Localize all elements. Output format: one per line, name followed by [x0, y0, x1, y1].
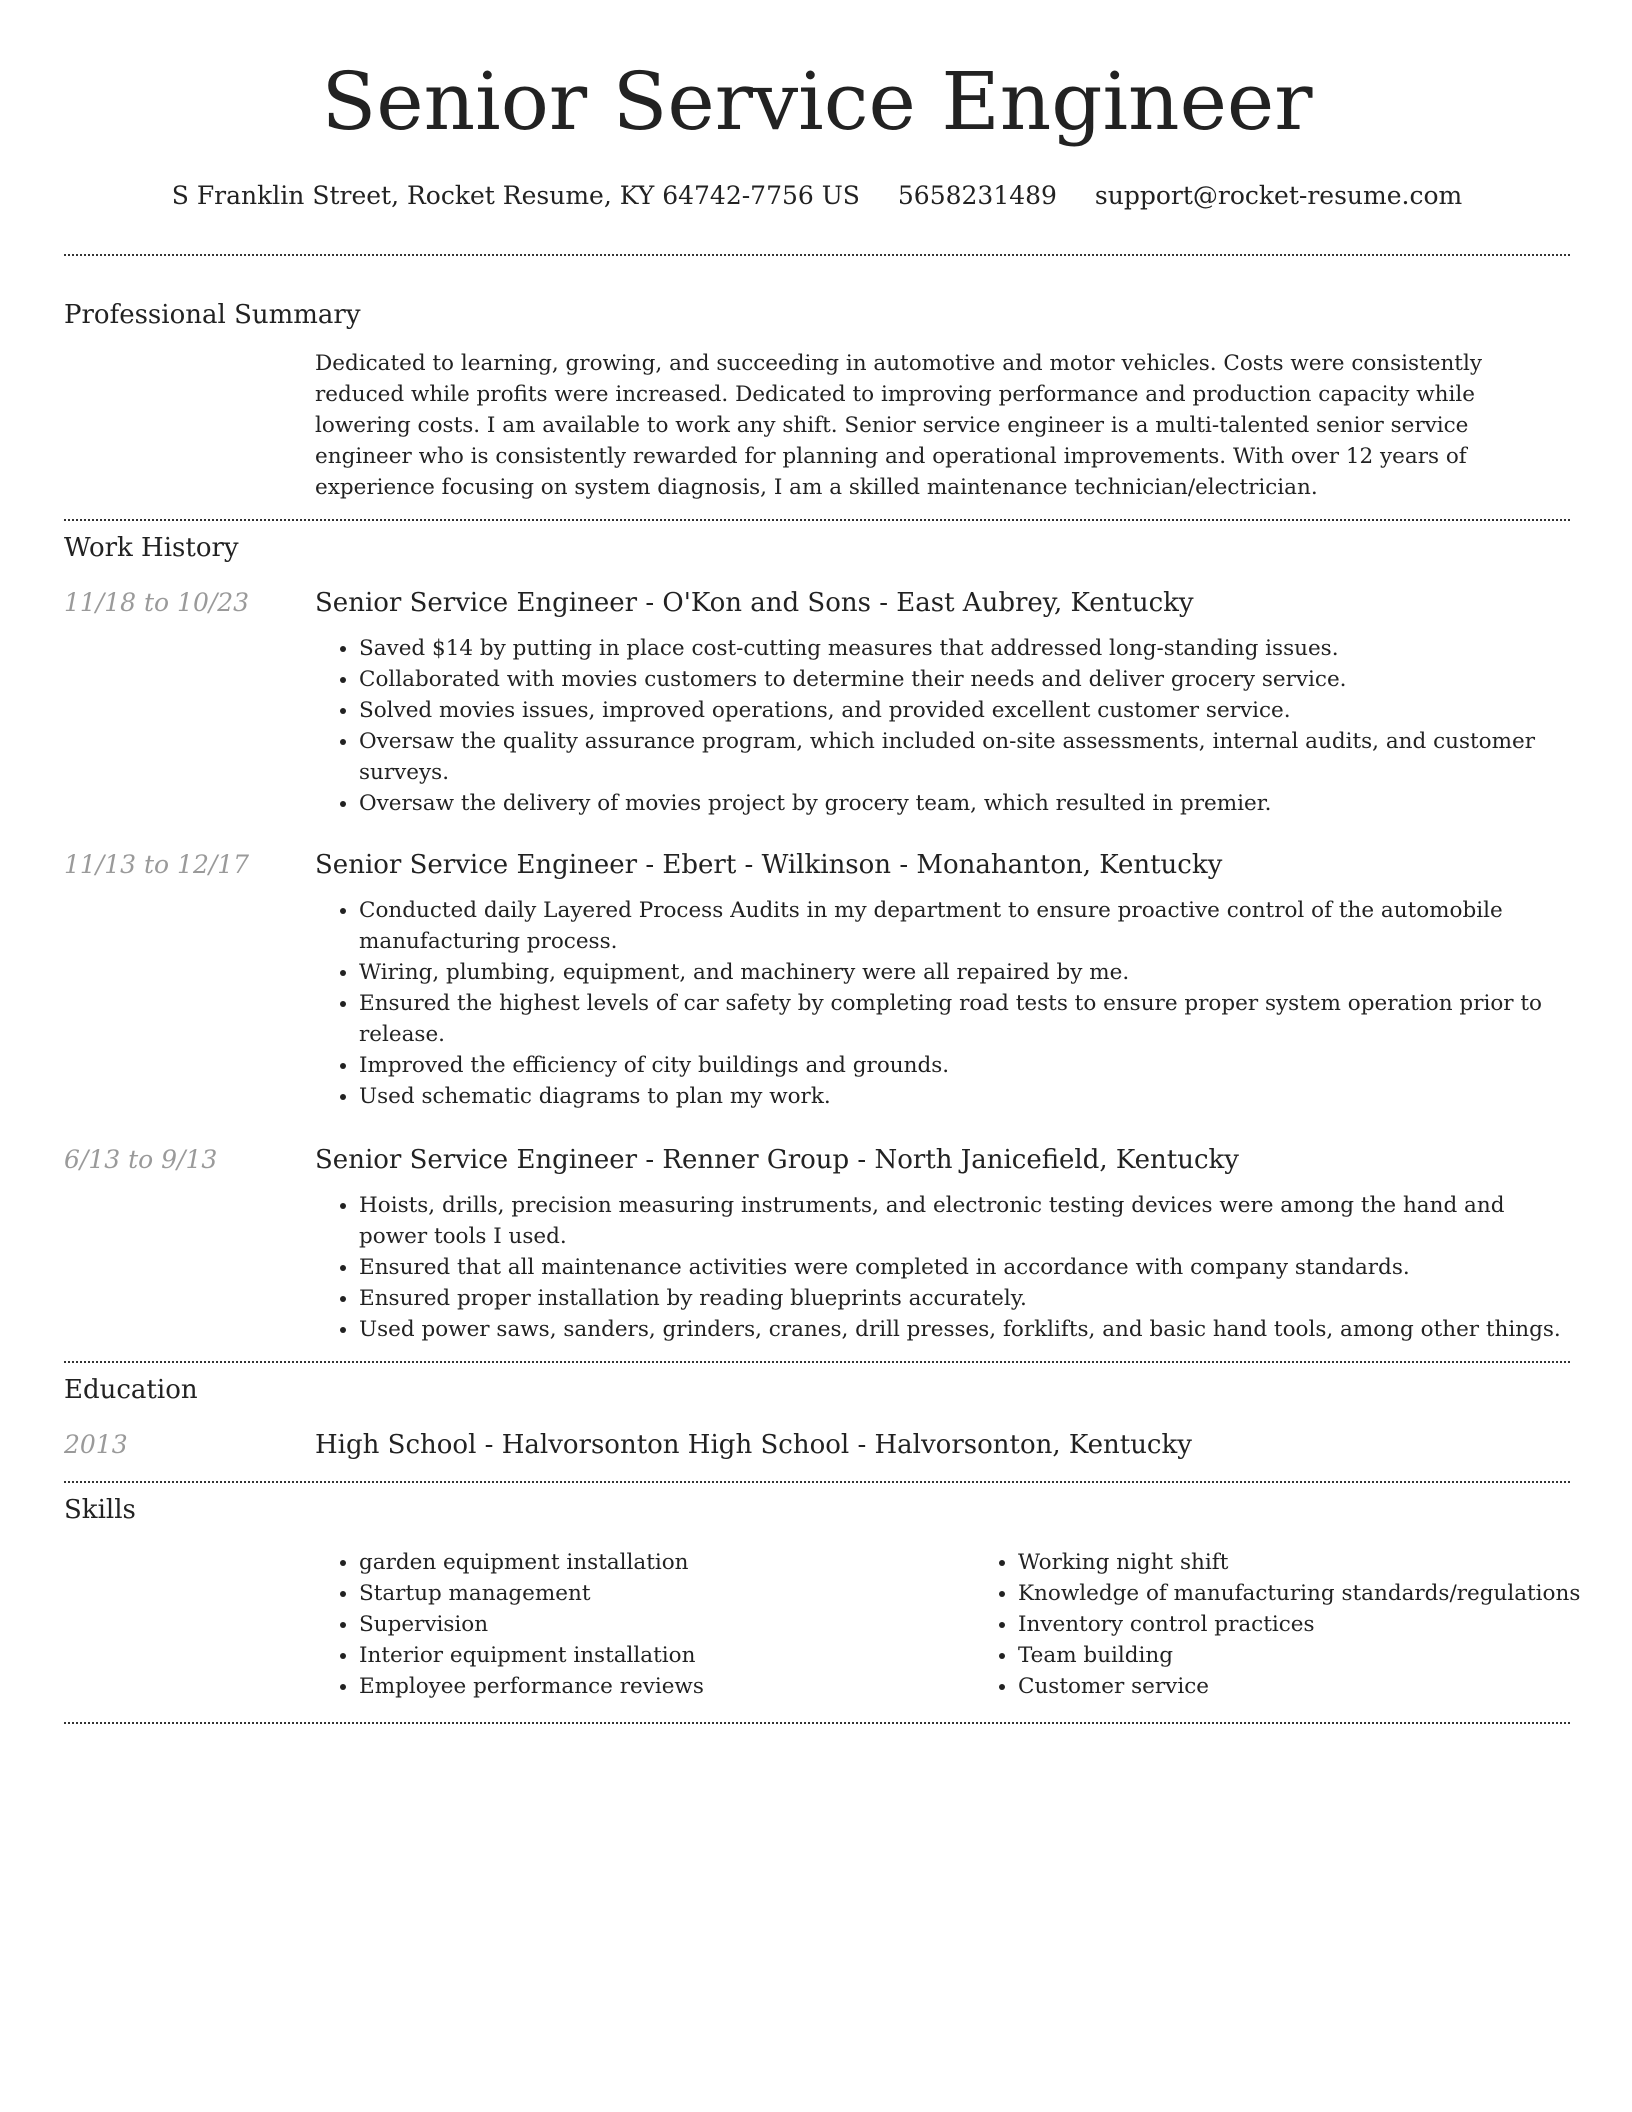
job-dates: 6/13 to 9/13: [64, 1145, 218, 1174]
education-heading: High School - Halvorsonton High School - Halvorsonton, Kentucky: [315, 1430, 1192, 1460]
list-item: • Wiring, plumbing, equipment, and machinery were all repaired by me.: [359, 957, 1570, 988]
job-dates: 11/18 to 10/23: [64, 588, 250, 617]
resume-page: [64, 0, 1581, 1724]
list-item: • Inventory control practices: [1018, 1609, 1632, 1640]
job-entry: [64, 587, 1570, 819]
list-item: • Collaborated with movies customers to determine their needs and deliver grocery service.: [359, 664, 1570, 695]
list-item: • Interior equipment installation: [359, 1640, 974, 1671]
section-title-summary: Professional Summary: [64, 300, 361, 330]
contact-phone: 5658231489: [897, 181, 1057, 210]
section-title-education: Education: [64, 1375, 198, 1405]
list-item: • Startup management: [359, 1578, 974, 1609]
job-bullets: [315, 1190, 1570, 1345]
divider: [64, 519, 1570, 521]
list-item: • Oversaw the delivery of movies project by grocery team, which resulted in premier.: [359, 788, 1570, 819]
list-item: • Solved movies issues, improved operations, and provided excellent customer service.: [359, 695, 1570, 726]
list-item: • Hoists, drills, precision measuring instruments, and electronic testing devices were among the hand and power tools I used.: [359, 1190, 1570, 1252]
skills-column-left: [315, 1547, 974, 1702]
list-item: • Used schematic diagrams to plan my work.: [359, 1081, 1570, 1112]
job-heading: Senior Service Engineer - Renner Group - North Janicefield, Kentucky: [315, 1145, 1239, 1175]
job-bullets: [315, 895, 1570, 1112]
list-item: • Ensured proper installation by reading blueprints accurately.: [359, 1283, 1570, 1314]
list-item: • Working night shift: [1018, 1547, 1632, 1578]
education-year: 2013: [64, 1430, 128, 1459]
contact-line: [64, 180, 1570, 212]
list-item: • Customer service: [1018, 1671, 1632, 1702]
job-bullets: [315, 633, 1570, 819]
section-title-skills: Skills: [64, 1495, 136, 1525]
job-entry: [64, 849, 1570, 1112]
contact-address: S Franklin Street, Rocket Resume, KY 64742-7756 US: [171, 181, 860, 210]
list-item: • Ensured the highest levels of car safety by completing road tests to ensure proper system operation prior to release.: [359, 988, 1570, 1050]
skills-list: [315, 1547, 1632, 1702]
list-item: • Knowledge of manufacturing standards/regulations: [1018, 1578, 1632, 1609]
section-title-work: Work History: [64, 533, 239, 563]
divider: [64, 1361, 1570, 1363]
divider: [64, 254, 1570, 256]
summary-row: [64, 348, 1570, 503]
job-entry: [64, 1144, 1570, 1345]
list-item: • Employee performance reviews: [359, 1671, 974, 1702]
list-item: • Saved $14 by putting in place cost-cutting measures that addressed long-standing issues.: [359, 633, 1570, 664]
job-heading: Senior Service Engineer - O'Kon and Sons - East Aubrey, Kentucky: [315, 588, 1194, 618]
skills-column-right: [974, 1547, 1632, 1702]
skills-row: [64, 1547, 1581, 1702]
job-heading: Senior Service Engineer - Ebert - Wilkinson - Monahanton, Kentucky: [315, 850, 1223, 880]
summary-text: Dedicated to learning, growing, and succeeding in automotive and motor vehicles. Costs were consistently reduced while profits were increased. Dedicated to improving performance and production capacity while lowering costs. I am available to work any shift. Senior service engineer is a multi-talented senior service engineer who is consistently rewarded for planning and operational improvements. With over 12 years of experience focusing on system diagnosis, I am a skilled maintenance technician/electrician.: [315, 351, 1482, 500]
education-entry: [64, 1429, 1570, 1461]
list-item: • Used power saws, sanders, grinders, cranes, drill presses, forklifts, and basic hand tools, among other things.: [359, 1314, 1570, 1345]
list-item: • Improved the efficiency of city buildings and grounds.: [359, 1050, 1570, 1081]
resume-name: Senior Service Engineer: [321, 55, 1313, 148]
list-item: • Supervision: [359, 1609, 974, 1640]
divider: [64, 1722, 1570, 1724]
list-item: • Ensured that all maintenance activities were completed in accordance with company standards.: [359, 1252, 1570, 1283]
list-item: • garden equipment installation: [359, 1547, 974, 1578]
job-dates: 11/13 to 12/17: [64, 850, 250, 879]
list-item: • Conducted daily Layered Process Audits in my department to ensure proactive control of the automobile manufacturing process.: [359, 895, 1570, 957]
divider: [64, 1481, 1570, 1483]
list-item: • Team building: [1018, 1640, 1632, 1671]
list-item: • Oversaw the quality assurance program, which included on-site assessments, internal audits, and customer surveys.: [359, 726, 1570, 788]
contact-email: support@rocket-resume.com: [1094, 181, 1463, 210]
